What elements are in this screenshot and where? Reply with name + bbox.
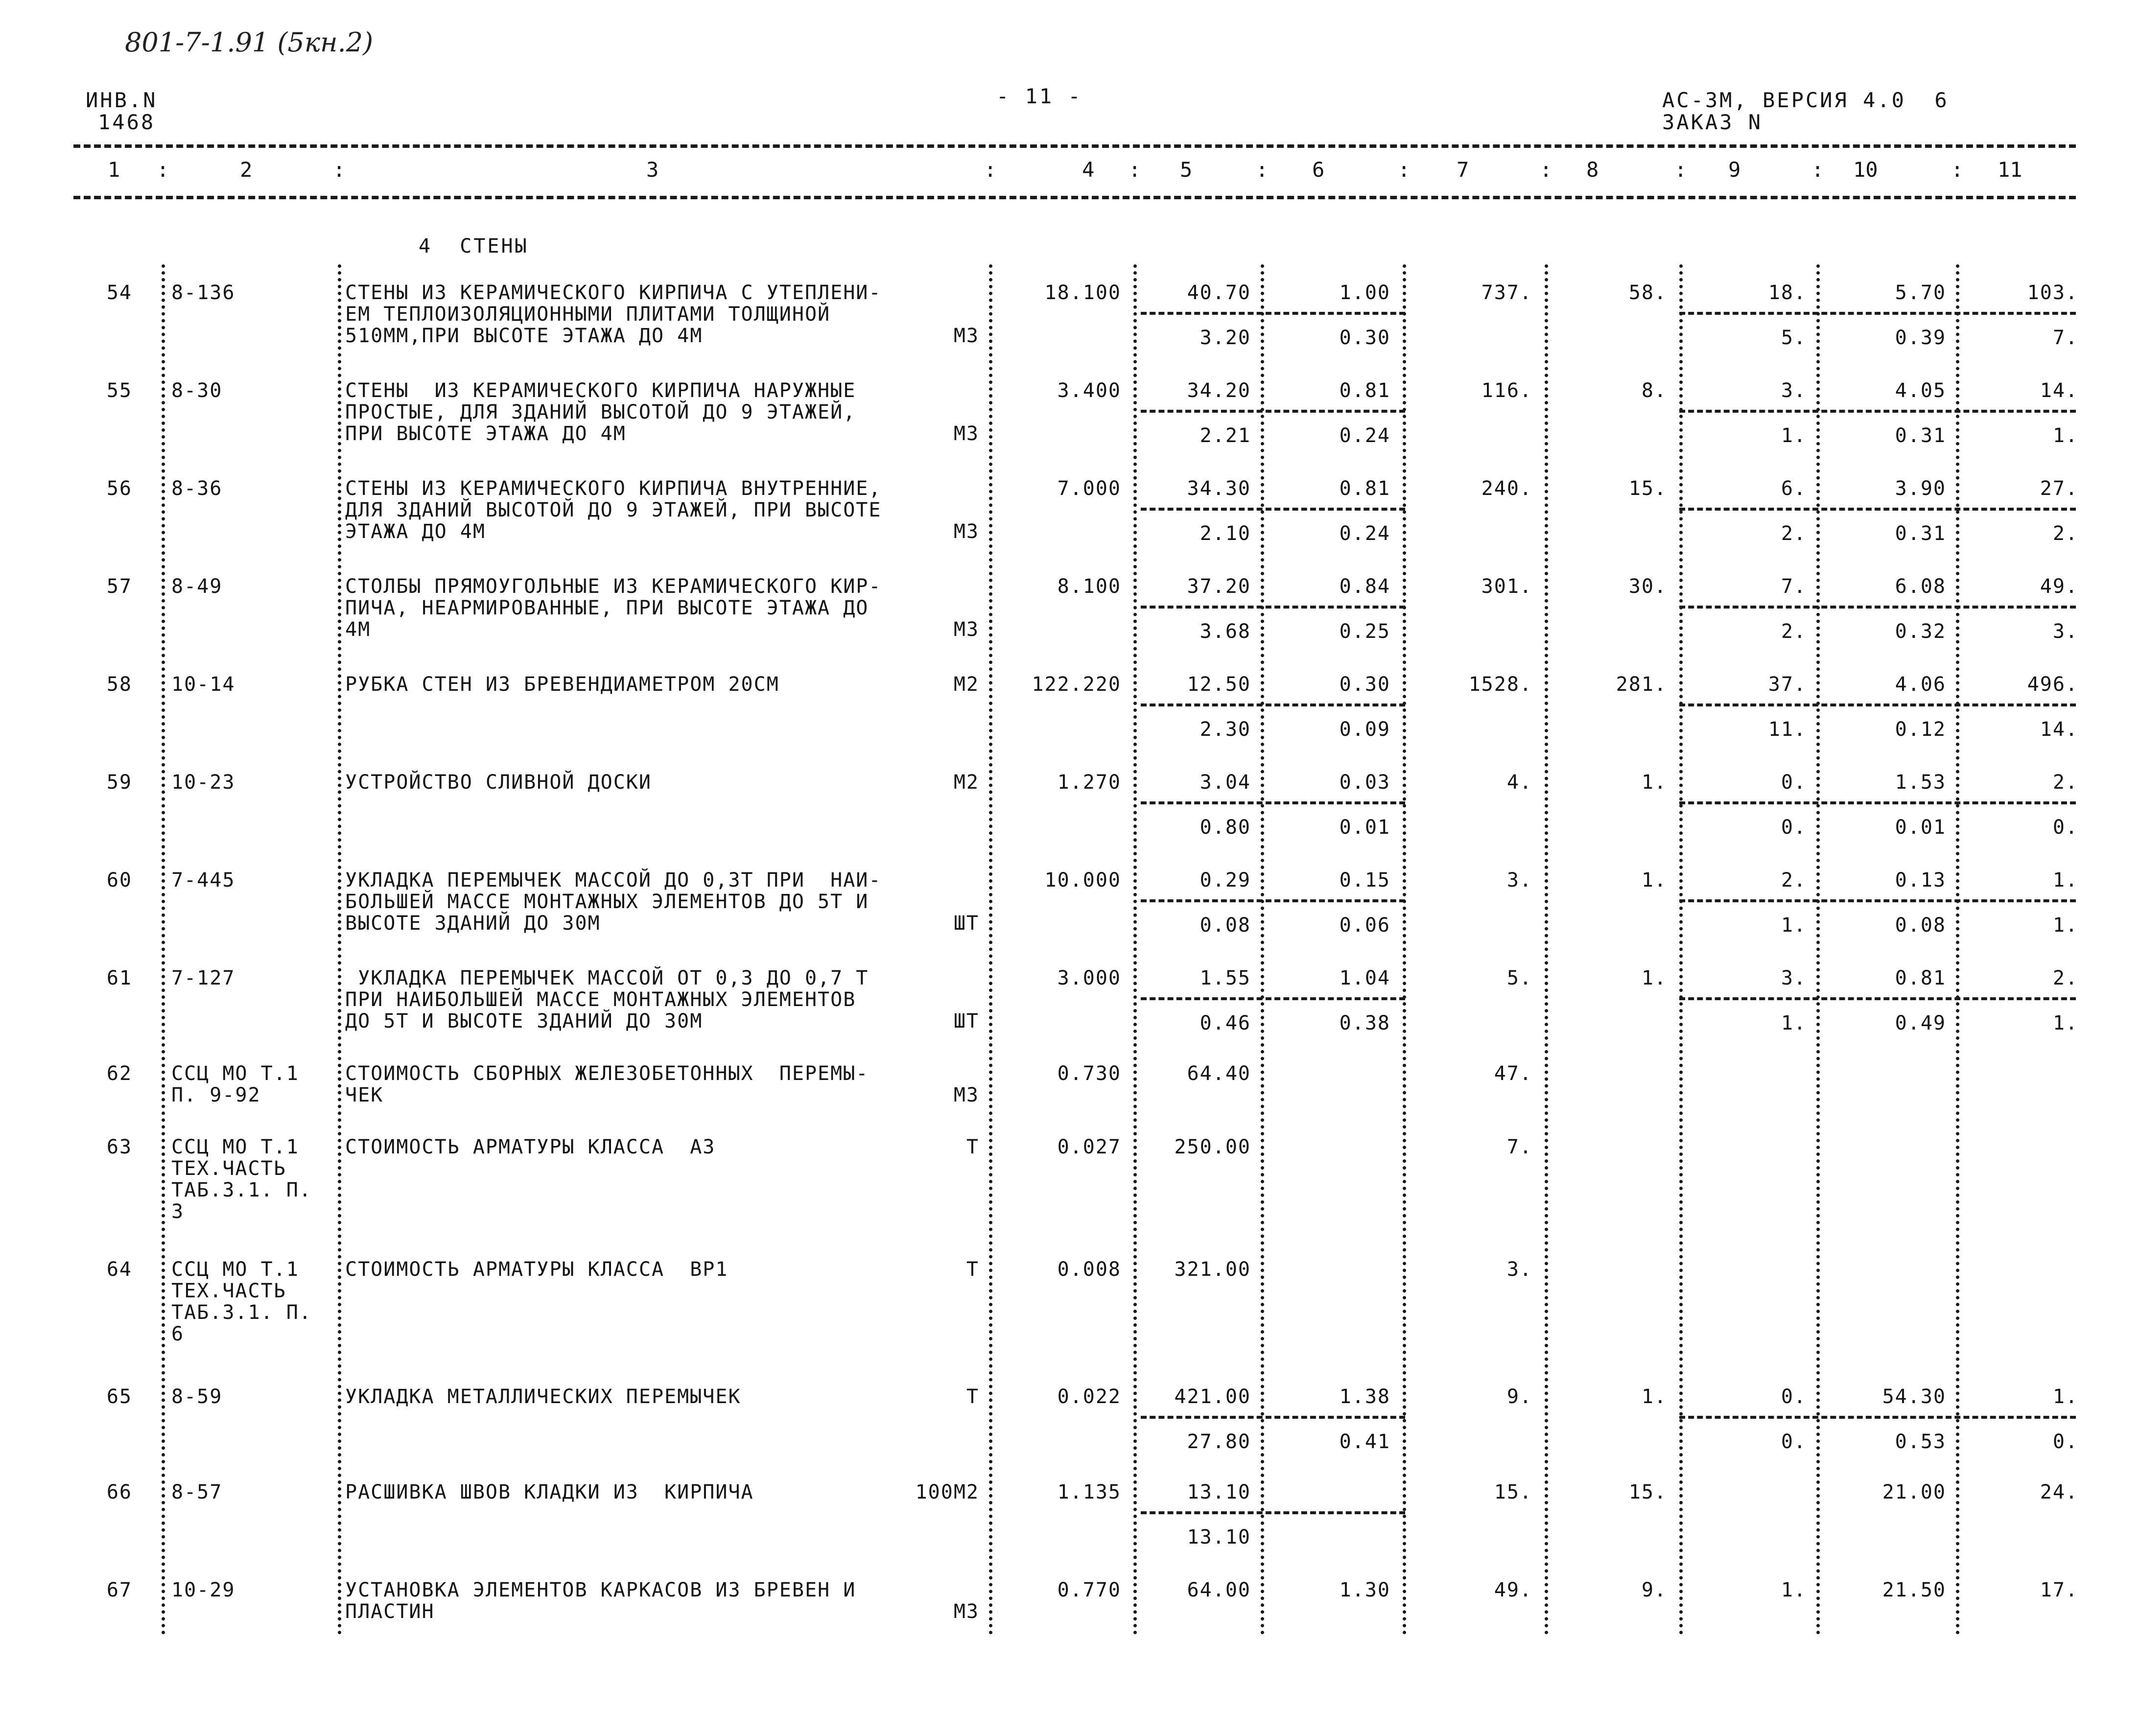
row-code: ССЦ МО Т.1 [171,1136,299,1158]
subrow-rule-right [1679,1416,2076,1419]
row-c11-value: 1. [2052,869,2078,891]
row-c9-value: 5. [1781,327,1807,349]
column-header-4: 4 [1082,158,1095,182]
row-c9-value: 6. [1781,477,1807,500]
row-c6-value: 0.03 [1339,771,1390,794]
row-description: ВЫСОТЕ ЗДАНИЙ ДО 30М [345,912,601,935]
row-c10-value: 21.50 [1882,1579,1946,1601]
row-col8: 58. [1628,282,1667,304]
row-c6-value: 1.30 [1339,1579,1390,1601]
row-number: 57 [106,575,132,598]
page-number: - 11 - [996,84,1082,108]
row-code: 10-14 [171,673,235,696]
column-separator [338,264,341,1635]
row-description: УСТАНОВКА ЭЛЕМЕНТОВ КАРКАСОВ ИЗ БРЕВЕН И [345,1579,856,1601]
row-c10-value: 0.49 [1895,1012,1946,1034]
column-separator [1261,264,1264,1635]
row-c5-value: 27.80 [1187,1431,1251,1453]
row-unit: 100М2 [915,1481,979,1503]
row-c5-value: 321.00 [1174,1258,1251,1281]
row-c9-value: 18. [1768,282,1807,304]
handwritten-reference: 801-7-1.91 (5кн.2) [125,27,374,58]
subrow-rule-left [1141,410,1405,413]
row-unit: М3 [953,1600,979,1623]
row-code: 7-127 [171,967,235,989]
row-c5-value: 40.70 [1187,282,1251,304]
row-description: РУБКА СТЕН ИЗ БРЕВЕНДИАМЕТРОМ 20СМ [345,673,779,696]
row-c9-value: 7. [1781,575,1807,598]
row-unit: М3 [953,325,979,347]
row-number: 60 [106,869,132,891]
row-number: 66 [106,1481,132,1503]
row-description: СТЕНЫ ИЗ КЕРАМИЧЕСКОГО КИРПИЧА НАРУЖНЫЕ [345,379,856,402]
column-header-7: 7 [1457,158,1469,182]
row-c10-value: 5.70 [1895,282,1946,304]
column-separator [1403,264,1406,1635]
row-c6-value: 0.30 [1339,327,1390,349]
row-c9-value: 0. [1781,1385,1807,1408]
row-col7: 15. [1494,1481,1532,1503]
row-c10-value: 1.53 [1895,771,1946,794]
row-code: ТАБ.3.1. П. [171,1301,312,1324]
row-number: 62 [106,1062,132,1085]
row-c6-value: 1.00 [1339,282,1390,304]
column-separator [1133,264,1137,1635]
subrow-rule-left [1141,606,1405,609]
header-separator: : [1540,158,1552,182]
row-c5-value: 1.55 [1199,967,1251,989]
subrow-rule-right [1679,801,2076,804]
row-description: ЭТАЖА ДО 4М [345,520,486,543]
row-c6-value: 0.41 [1339,1431,1390,1453]
row-col7: 116. [1481,379,1532,402]
inventory-label: ИНВ.N [86,88,158,112]
row-quantity: 0.730 [1057,1062,1121,1085]
row-c10-value: 0.32 [1895,620,1946,643]
column-header-11: 11 [1998,158,2022,182]
row-c6-value: 0.15 [1339,869,1390,891]
row-c11-value: 1. [2052,914,2078,937]
row-number: 55 [106,379,132,402]
row-description: УКЛАДКА ПЕРЕМЫЧЕК МАССОЙ ОТ 0,3 ДО 0,7 Т [345,967,869,989]
row-c11-value: 2. [2052,967,2078,989]
row-col7: 9. [1506,1385,1532,1408]
column-separator [1816,264,1820,1635]
row-c6-value: 1.04 [1339,967,1390,989]
row-col7: 7. [1506,1136,1532,1158]
row-code: ТЕХ.ЧАСТЬ [171,1280,286,1302]
column-header-1: 1 [108,158,120,182]
row-c5-value: 250.00 [1174,1136,1251,1158]
subrow-rule-right [1679,899,2076,902]
subrow-rule-right [1679,997,2076,1000]
row-number: 61 [106,967,132,989]
column-separator [162,264,165,1635]
row-col8: 1. [1641,967,1667,989]
subrow-rule-right [1679,704,2076,706]
row-c11-value: 17. [2040,1579,2078,1601]
row-description: УКЛАДКА МЕТАЛЛИЧЕСКИХ ПЕРЕМЫЧЕК [345,1385,741,1408]
row-col8: 30. [1628,575,1667,598]
subrow-rule-left [1141,704,1405,706]
row-c11-value: 49. [2040,575,2078,598]
row-quantity: 0.022 [1057,1385,1121,1408]
row-col7: 3. [1506,869,1532,891]
row-description: ДЛЯ ЗДАНИЙ ВЫСОТОЙ ДО 9 ЭТАЖЕЙ, ПРИ ВЫСОТЕ [345,499,882,521]
row-number: 63 [106,1136,132,1158]
header-separator: : [157,158,169,182]
row-c10-value: 0.01 [1895,816,1946,839]
row-c5-value: 0.08 [1199,914,1251,937]
row-quantity: 7.000 [1057,477,1121,500]
row-description: СТЕНЫ ИЗ КЕРАМИЧЕСКОГО КИРПИЧА С УТЕПЛЕНИ- [345,282,882,304]
row-description: СТОИМОСТЬ АРМАТУРЫ КЛАССА ВР1 [345,1258,729,1281]
row-c11-value: 0. [2052,816,2078,839]
row-c11-value: 27. [2040,477,2078,500]
row-c10-value: 0.39 [1895,327,1946,349]
row-code: 6 [171,1323,185,1345]
row-col7: 49. [1494,1579,1532,1601]
row-c9-value: 2. [1781,869,1807,891]
row-c9-value: 0. [1781,771,1807,794]
row-col8: 15. [1628,1481,1667,1503]
row-quantity: 0.770 [1057,1579,1121,1601]
column-separator [1956,264,1959,1635]
subrow-rule-right [1679,606,2076,609]
row-number: 64 [106,1258,132,1281]
section-title: 4 СТЕНЫ [419,235,529,258]
row-col7: 1528. [1468,673,1532,696]
row-quantity: 0.008 [1057,1258,1121,1281]
row-code: 8-30 [171,379,223,402]
row-unit: М3 [953,422,979,445]
row-unit: ШТ [953,912,979,935]
row-description: 510ММ,ПРИ ВЫСОТЕ ЭТАЖА ДО 4М [345,325,703,347]
row-c11-value: 3. [2052,620,2078,643]
row-c5-value: 0.46 [1199,1012,1251,1034]
row-c10-value: 6.08 [1895,575,1946,598]
row-c10-value: 54.30 [1882,1385,1946,1408]
row-c10-value: 0.31 [1895,522,1946,545]
row-description: БОЛЬШЕЙ МАССЕ МОНТАЖНЫХ ЭЛЕМЕНТОВ ДО 5Т И [345,891,869,913]
row-quantity: 122.220 [1032,673,1121,696]
column-header-6: 6 [1312,158,1325,182]
row-description: ПИЧА, НЕАРМИРОВАННЫЕ, ПРИ ВЫСОТЕ ЭТАЖА ДО [345,597,869,619]
order-label: ЗАКАЗ N [1662,110,1763,134]
row-c5-value: 0.80 [1199,816,1251,839]
row-unit: Т [966,1385,979,1408]
row-description: УКЛАДКА ПЕРЕМЫЧЕК МАССОЙ ДО 0,3Т ПРИ НАИ- [345,869,882,891]
row-c10-value: 0.53 [1895,1431,1946,1453]
row-unit: М3 [953,618,979,641]
row-c6-value: 0.81 [1339,477,1390,500]
subrow-rule-left [1141,899,1405,902]
row-c11-value: 496. [2027,673,2078,696]
subrow-rule-right [1679,508,2076,511]
subrow-rule-left [1141,312,1405,315]
row-number: 59 [106,771,132,794]
row-unit: М3 [953,520,979,543]
column-separator [1679,264,1683,1635]
row-code: ССЦ МО Т.1 [171,1258,299,1281]
row-c10-value: 0.13 [1895,869,1946,891]
row-code: 3 [171,1200,185,1223]
column-header-2: 2 [240,158,253,182]
row-c6-value: 0.01 [1339,816,1390,839]
row-code: 8-59 [171,1385,223,1408]
row-col7: 737. [1481,282,1532,304]
row-code: 8-36 [171,477,223,500]
row-c9-value: 1. [1781,1579,1807,1601]
subrow-rule-left [1141,508,1405,511]
row-c10-value: 0.31 [1895,424,1946,447]
row-c5-value: 12.50 [1187,673,1251,696]
subrow-rule-left [1141,1416,1405,1419]
column-header-10: 10 [1853,158,1878,182]
column-header-3: 3 [646,158,659,182]
row-description: СТЕНЫ ИЗ КЕРАМИЧЕСКОГО КИРПИЧА ВНУТРЕННИЕ, [345,477,882,500]
row-quantity: 8.100 [1057,575,1121,598]
row-col7: 3. [1506,1258,1532,1281]
row-c10-value: 3.90 [1895,477,1946,500]
row-c9-value: 37. [1768,673,1807,696]
row-c9-value: 2. [1781,620,1807,643]
row-col8: 1. [1641,1385,1667,1408]
row-description: ЧЕК [345,1084,384,1106]
row-c6-value: 0.81 [1339,379,1390,402]
row-c5-value: 2.21 [1199,424,1251,447]
row-c6-value: 0.06 [1339,914,1390,937]
header-separator: : [1811,158,1824,182]
row-c10-value: 0.81 [1895,967,1946,989]
row-number: 65 [106,1385,132,1408]
row-c11-value: 1. [2052,1385,2078,1408]
header-separator: : [1256,158,1269,182]
row-description: СТОИМОСТЬ СБОРНЫХ ЖЕЛЕЗОБЕТОННЫХ ПЕРЕМЫ- [345,1062,869,1085]
row-c11-value: 2. [2052,771,2078,794]
row-col8: 9. [1641,1579,1667,1601]
row-col8: 1. [1641,869,1667,891]
row-description: 4М [345,618,371,641]
row-col7: 240. [1481,477,1532,500]
row-number: 56 [106,477,132,500]
row-c5-value: 64.40 [1187,1062,1251,1085]
row-c11-value: 2. [2052,522,2078,545]
row-c9-value: 0. [1781,1431,1807,1453]
row-unit: М2 [953,771,979,794]
row-code: П. 9-92 [171,1084,261,1106]
subrow-rule-left [1141,1511,1405,1514]
row-number: 67 [106,1579,132,1601]
row-c11-value: 103. [2027,282,2078,304]
row-number: 58 [106,673,132,696]
row-col8: 15. [1628,477,1667,500]
row-c11-value: 7. [2052,327,2078,349]
row-c9-value: 1. [1781,424,1807,447]
row-quantity: 3.000 [1057,967,1121,989]
row-col8: 1. [1641,771,1667,794]
row-col7: 5. [1506,967,1532,989]
row-c10-value: 4.06 [1895,673,1946,696]
row-c6-value: 0.38 [1339,1012,1390,1034]
row-c5-value: 13.10 [1187,1481,1251,1503]
subrow-rule-left [1141,801,1405,804]
row-description: СТОЛБЫ ПРЯМОУГОЛЬНЫЕ ИЗ КЕРАМИЧЕСКОГО КИР- [345,575,882,598]
row-c5-value: 64.00 [1187,1579,1251,1601]
row-col8: 281. [1616,673,1667,696]
row-c5-value: 0.29 [1199,869,1251,891]
row-c5-value: 37.20 [1187,575,1251,598]
row-c6-value: 0.24 [1339,424,1390,447]
row-col7: 301. [1481,575,1532,598]
column-header-9: 9 [1728,158,1741,182]
header-separator: : [1951,158,1964,182]
row-c9-value: 11. [1768,718,1807,741]
row-c5-value: 34.20 [1187,379,1251,402]
row-c9-value: 3. [1781,379,1807,402]
row-c6-value: 0.24 [1339,522,1390,545]
inventory-number: 1468 [98,110,156,134]
subrow-rule-left [1141,997,1405,1000]
row-c5-value: 2.10 [1199,522,1251,545]
row-c11-value: 1. [2052,1012,2078,1034]
row-description: ДО 5Т И ВЫСОТЕ ЗДАНИЙ ДО 30М [345,1010,703,1032]
row-c5-value: 13.10 [1187,1526,1251,1548]
row-c5-value: 3.04 [1199,771,1251,794]
row-c6-value: 0.25 [1339,620,1390,643]
row-description: РАСШИВКА ШВОВ КЛАДКИ ИЗ КИРПИЧА [345,1481,754,1503]
column-separator [1545,264,1548,1635]
row-code: 8-136 [171,282,235,304]
row-description: ЕМ ТЕПЛОИЗОЛЯЦИОННЫМИ ПЛИТАМИ ТОЛЩИНОЙ [345,303,831,326]
header-separator: : [1129,158,1141,182]
header-separator: : [333,158,346,182]
program-version: АС-3М, ВЕРСИЯ 4.0 6 [1662,88,1949,112]
row-description: ПРИ ВЫСОТЕ ЭТАЖА ДО 4М [345,422,626,445]
row-code: 8-57 [171,1481,223,1503]
row-c11-value: 24. [2040,1481,2078,1503]
row-c10-value: 4.05 [1895,379,1946,402]
row-code: ССЦ МО Т.1 [171,1062,299,1085]
row-quantity: 0.027 [1057,1136,1121,1158]
row-description: УСТРОЙСТВО СЛИВНОЙ ДОСКИ [345,771,652,794]
row-code: 7-445 [171,869,235,891]
row-c9-value: 3. [1781,967,1807,989]
row-c6-value: 1.38 [1339,1385,1390,1408]
row-c5-value: 421.00 [1174,1385,1251,1408]
subrow-rule-right [1679,312,2076,315]
row-c9-value: 0. [1781,816,1807,839]
column-header-8: 8 [1586,158,1599,182]
row-code: 10-29 [171,1579,235,1601]
row-code: ТАБ.3.1. П. [171,1179,312,1201]
row-unit: ШТ [953,1010,979,1032]
row-c5-value: 34.30 [1187,477,1251,500]
row-quantity: 1.135 [1057,1481,1121,1503]
row-description: ПРОСТЫЕ, ДЛЯ ЗДАНИЙ ВЫСОТОЙ ДО 9 ЭТАЖЕЙ, [345,401,856,423]
header-separator: : [1674,158,1687,182]
row-col7: 4. [1506,771,1532,794]
row-col8: 8. [1641,379,1667,402]
row-description: ПРИ НАИБОЛЬШЕЙ МАССЕ МОНТАЖНЫХ ЭЛЕМЕНТОВ [345,988,856,1011]
row-c10-value: 0.12 [1895,718,1946,741]
row-number: 54 [106,282,132,304]
row-c6-value: 0.09 [1339,718,1390,741]
row-unit: Т [966,1136,979,1158]
row-c9-value: 2. [1781,522,1807,545]
row-c6-value: 0.84 [1339,575,1390,598]
subrow-rule-right [1679,410,2076,413]
header-separator: : [1398,158,1411,182]
row-unit: Т [966,1258,979,1281]
row-unit: М2 [953,673,979,696]
row-col7: 47. [1494,1062,1532,1085]
row-code: ТЕХ.ЧАСТЬ [171,1157,286,1180]
row-quantity: 18.100 [1044,282,1121,304]
row-c10-value: 21.00 [1882,1481,1946,1503]
row-c5-value: 3.68 [1199,620,1251,643]
row-quantity: 3.400 [1057,379,1121,402]
row-code: 8-49 [171,575,223,598]
row-c6-value: 0.30 [1339,673,1390,696]
row-c11-value: 0. [2052,1431,2078,1453]
row-c11-value: 14. [2040,379,2078,402]
row-c11-value: 1. [2052,424,2078,447]
row-c9-value: 1. [1781,914,1807,937]
column-separator [989,264,992,1635]
header-separator: : [984,158,997,182]
row-c10-value: 0.08 [1895,914,1946,937]
row-c11-value: 14. [2040,718,2078,741]
row-c5-value: 3.20 [1199,327,1251,349]
row-description: СТОИМОСТЬ АРМАТУРЫ КЛАССА А3 [345,1136,716,1158]
row-code: 10-23 [171,771,235,794]
row-description: ПЛАСТИН [345,1600,435,1623]
row-quantity: 1.270 [1057,771,1121,794]
row-c9-value: 1. [1781,1012,1807,1034]
row-unit: М3 [953,1084,979,1106]
column-header-5: 5 [1180,158,1193,182]
row-c5-value: 2.30 [1199,718,1251,741]
row-quantity: 10.000 [1044,869,1121,891]
